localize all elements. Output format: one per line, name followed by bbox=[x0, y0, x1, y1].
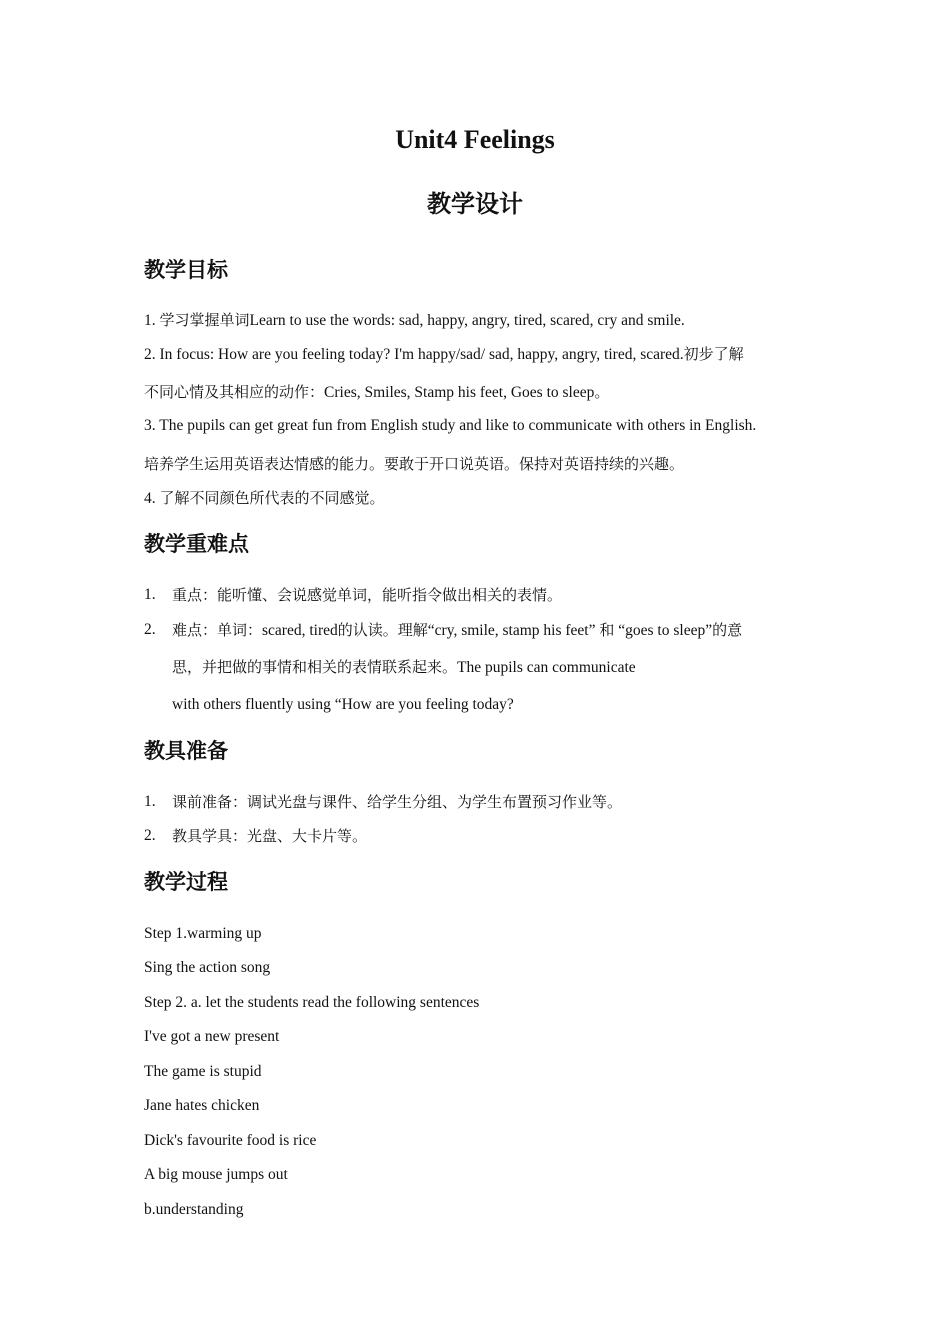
objective-item-2 bbox=[144, 343, 744, 366]
key-point-2-part-g: 的意 bbox=[712, 621, 743, 639]
key-point-1-number: 1. bbox=[144, 586, 156, 603]
process-line: A big mouse jumps out bbox=[144, 1166, 288, 1183]
process-line: Step 2. a. let the students read the following sentences bbox=[144, 994, 480, 1011]
material-1-number: 1. bbox=[144, 793, 156, 810]
key-point-2-line2 bbox=[172, 656, 636, 679]
key-point-2-part-d: “cry, smile, stamp his feet” bbox=[427, 622, 596, 639]
process-line: Dick's favourite food is rice bbox=[144, 1132, 317, 1149]
objective-1-cn: 学习掌握单词 bbox=[159, 311, 250, 329]
key-point-2-part-a: 难点：单词： bbox=[172, 621, 263, 639]
material-2-number: 2. bbox=[144, 827, 156, 844]
key-point-2-part-b: scared, tired bbox=[262, 622, 338, 639]
objective-2-en: 2. In focus: How are you feeling today? I'm happy/sad/ sad, happy, angry, tired, scared. bbox=[144, 346, 684, 363]
objective-item-3: 3. The pupils can get great fun from English study and like to communicate with others in English. bbox=[144, 417, 757, 434]
process-line: Jane hates chicken bbox=[144, 1097, 260, 1114]
objective-item-4 bbox=[144, 487, 385, 510]
process-line: The game is stupid bbox=[144, 1063, 262, 1080]
document-title: Unit4 Feelings bbox=[395, 125, 555, 154]
material-1-text: 课前准备：调试光盘与课件、给学生分组、为学生布置预习作业等。 bbox=[172, 793, 623, 811]
objective-item-3-cn: 培养学生运用英语表达情感的能力。要敢于开口说英语。保持对英语持续的兴趣。 bbox=[144, 455, 685, 473]
objectives-heading: 教学目标 bbox=[144, 258, 228, 282]
key-point-2-line2-en: The pupils can communicate bbox=[457, 659, 636, 676]
process-line: I've got a new present bbox=[144, 1028, 280, 1045]
process-line: b.understanding bbox=[144, 1201, 244, 1218]
process-heading: 教学过程 bbox=[144, 870, 228, 894]
materials-heading: 教具准备 bbox=[144, 739, 228, 763]
key-point-2-line1 bbox=[172, 619, 742, 642]
objective-2-cn: 初步了解 bbox=[683, 345, 744, 363]
objective-2-line2-end: 。 bbox=[594, 383, 610, 401]
key-point-2-part-c: 的认读。理解 bbox=[337, 621, 428, 639]
document-subtitle: 教学设计 bbox=[427, 190, 523, 218]
key-point-2-number: 2. bbox=[144, 621, 156, 638]
material-2-text: 教具学具：光盘、大卡片等。 bbox=[172, 827, 368, 845]
key-point-1-text: 重点：能听懂、会说感觉单词，能听指令做出相关的表情。 bbox=[172, 586, 563, 604]
objective-item-1 bbox=[144, 309, 685, 332]
key-point-2-part-e: 和 bbox=[599, 621, 615, 639]
objective-1-en: Learn to use the words: sad, happy, angry, tired, scared, cry and smile. bbox=[249, 312, 685, 329]
key-points-heading: 教学重难点 bbox=[144, 532, 249, 556]
process-line: Step 1.warming up bbox=[144, 925, 262, 942]
key-point-2-line2-cn: 思，并把做的事情和相关的表情联系起来。 bbox=[172, 658, 458, 676]
objective-4-cn: 了解不同颜色所代表的不同感觉。 bbox=[159, 489, 385, 507]
process-line: Sing the action song bbox=[144, 959, 271, 976]
objective-1-number: 1. bbox=[144, 312, 156, 329]
objective-item-2-line2 bbox=[144, 381, 609, 404]
key-point-2-part-f: “goes to sleep” bbox=[618, 622, 713, 639]
key-point-2-line3: with others fluently using “How are you feeling today? bbox=[172, 696, 514, 713]
objective-2-line2-en: Cries, Smiles, Stamp his feet, Goes to sleep bbox=[324, 384, 595, 401]
objective-4-number: 4. bbox=[144, 490, 156, 507]
objective-2-line2-cn: 不同心情及其相应的动作： bbox=[144, 383, 325, 401]
